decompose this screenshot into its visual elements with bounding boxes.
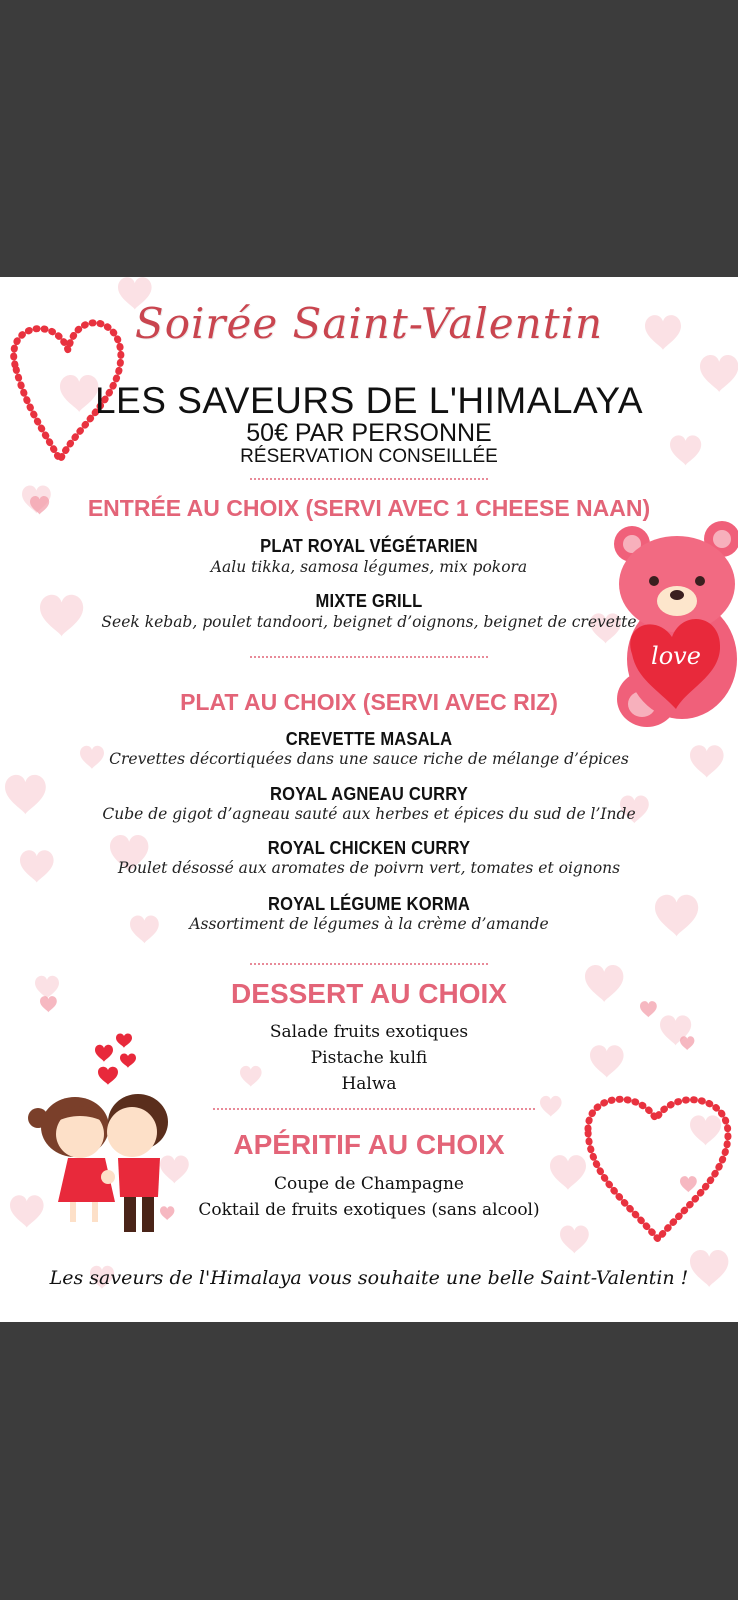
aperitif-item: Coupe de Champagne (273, 1174, 464, 1194)
dessert-section-title: DESSERT AU CHOIX (231, 978, 507, 1009)
divider (250, 478, 488, 480)
dotted-heart-right-icon (578, 1089, 738, 1249)
dish-description: Poulet désossé aux aromates de poivrn vert, tomates et oignons (117, 859, 621, 877)
divider (250, 656, 488, 658)
dish-name: ROYAL LÉGUME KORMA (267, 894, 471, 914)
dish-name: PLAT ROYAL VÉGÉTARIEN (260, 536, 478, 556)
dish-description: Assortiment de légumes à la crème d’amande (189, 915, 549, 933)
dish-name: MIXTE GRILL (315, 591, 423, 611)
divider (250, 963, 488, 965)
event-script-title: Soirée Saint-Valentin (134, 299, 604, 348)
dish-description: Seek kebab, poulet tandoori, beignet d’oignons, beignet de crevette (101, 613, 637, 631)
valentine-menu-card (0, 277, 738, 1322)
dish-name: ROYAL CHICKEN CURRY (267, 838, 471, 858)
footer-message: Les saveurs de l'Himalaya vous souhaite une belle Saint-Valentin ! (49, 1267, 689, 1289)
dish-description: Aalu tikka, samosa légumes, mix pokora (210, 558, 528, 576)
dessert-item: Pistache kulfi (310, 1048, 428, 1068)
dish-name: ROYAL AGNEAU CURRY (269, 784, 469, 804)
aperitif-section-title: APÉRITIF AU CHOIX (233, 1129, 505, 1160)
reservation-note: RÉSERVATION CONSEILLÉE (240, 446, 498, 467)
dish-description: Crevettes décortiquées dans une sauce riche de mélange d’épices (109, 750, 629, 768)
bear-heart-label: love (651, 642, 701, 670)
price-per-person: 50€ PAR PERSONNE (246, 419, 492, 447)
plat-section-title: PLAT AU CHOIX (SERVI AVEC RIZ) (180, 689, 558, 715)
dish-description: Cube de gigot d’agneau sauté aux herbes et épices du sud de l’Inde (102, 805, 636, 823)
dish-name: CREVETTE MASALA (285, 729, 453, 749)
dessert-item: Salade fruits exotiques (269, 1022, 469, 1042)
aperitif-item: Coktail de fruits exotiques (sans alcool) (198, 1200, 540, 1220)
entree-section-title: ENTRÉE AU CHOIX (SERVI AVEC 1 CHEESE NAAN) (87, 495, 651, 521)
dessert-item: Halwa (341, 1074, 397, 1094)
divider (213, 1108, 535, 1110)
restaurant-name: LES SAVEURS DE L'HIMALAYA (94, 380, 644, 421)
